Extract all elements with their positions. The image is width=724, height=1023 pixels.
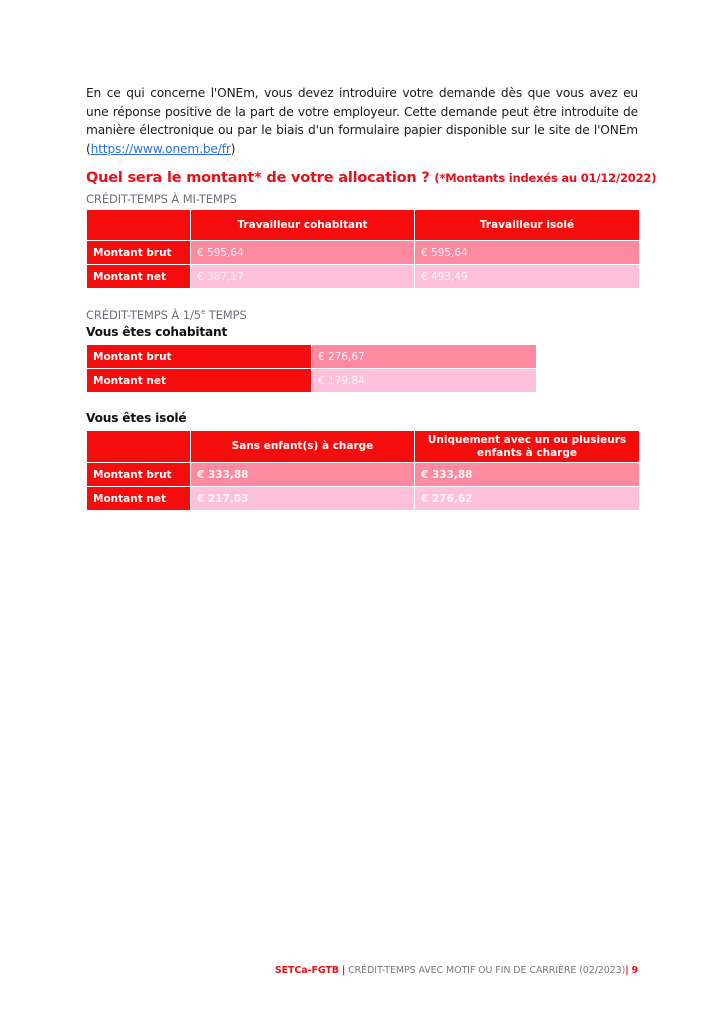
intro-text-end: )	[230, 141, 236, 156]
table-header-row	[87, 431, 640, 463]
table-isole	[86, 430, 640, 511]
cell-value: € 387,17	[191, 265, 415, 289]
row-label-net: Montant net	[87, 265, 191, 289]
section-title	[86, 170, 656, 186]
cell-value: € 217,03	[191, 487, 415, 511]
cell-value: € 493,49	[415, 265, 640, 289]
heading-cinquieme-temps	[86, 308, 247, 322]
table-row	[87, 265, 640, 289]
header-avec-enfants: Uniquement avec un ou plusieurs enfants à charge	[415, 431, 640, 463]
cell-value: € 333,88	[415, 463, 640, 487]
onem-link[interactable]: https://www.onem.be/fr	[90, 141, 231, 156]
row-label-net: Montant net	[87, 487, 191, 511]
table-mi-temps	[86, 209, 640, 289]
row-label-brut: Montant brut	[87, 463, 191, 487]
footer-brand: SETCa-FGTB	[274, 965, 339, 976]
heading-prefix: CRÉDIT-TEMPS À 1/5	[86, 308, 201, 322]
header-blank-cell	[87, 210, 191, 241]
label-isole: Vous êtes isolé	[86, 411, 187, 425]
row-label-brut: Montant brut	[87, 241, 191, 265]
header-cohabitant: Travailleur cohabitant	[191, 210, 415, 241]
heading-mi-temps: CRÉDIT-TEMPS À MI-TEMPS	[86, 192, 237, 206]
intro-text: En ce qui concerne l'ONEm, vous devez introduire votre demande dès que vous avez eu une réponse positive de la part de votre employeur. Cette demande peut être introduite de manière électronique ou par le biais d'un formulaire papier disponible sur le site de l'ONEm (	[86, 86, 638, 156]
table-row	[87, 241, 640, 265]
intro-paragraph	[86, 84, 638, 158]
cell-value: € 179,84	[312, 369, 537, 393]
table-row	[87, 463, 640, 487]
heading-sup: e	[200, 308, 206, 317]
row-label-net: Montant net	[87, 369, 312, 393]
title-main: Quel sera le montant* de votre allocation ?	[86, 170, 435, 186]
header-isole: Travailleur isolé	[415, 210, 640, 241]
header-blank-cell	[87, 431, 191, 463]
cell-value: € 276,67	[312, 345, 537, 369]
heading-suffix: TEMPS	[205, 308, 247, 322]
label-cohabitant: Vous êtes cohabitant	[86, 325, 228, 339]
table-row	[87, 487, 640, 511]
title-note: (*Montants indexés au 01/12/2022)	[434, 171, 657, 185]
cell-value: € 595,64	[191, 241, 415, 265]
cell-value: € 276,62	[415, 487, 640, 511]
footer-doc-title: CRÉDIT-TEMPS AVEC MOTIF OU FIN DE CARRIÈRE (02/2023)	[348, 965, 626, 976]
row-label-brut: Montant brut	[87, 345, 312, 369]
table-header-row	[87, 210, 640, 241]
table-row	[87, 369, 537, 393]
cell-value: € 333,88	[191, 463, 415, 487]
page-footer	[275, 965, 638, 976]
page-number: 9	[631, 965, 638, 976]
header-sans-enfant: Sans enfant(s) à charge	[191, 431, 415, 463]
table-row	[87, 345, 537, 369]
footer-separator: |	[625, 965, 629, 976]
cell-value: € 595,64	[415, 241, 640, 265]
footer-separator: |	[341, 965, 346, 976]
table-cohabitant	[86, 344, 537, 393]
